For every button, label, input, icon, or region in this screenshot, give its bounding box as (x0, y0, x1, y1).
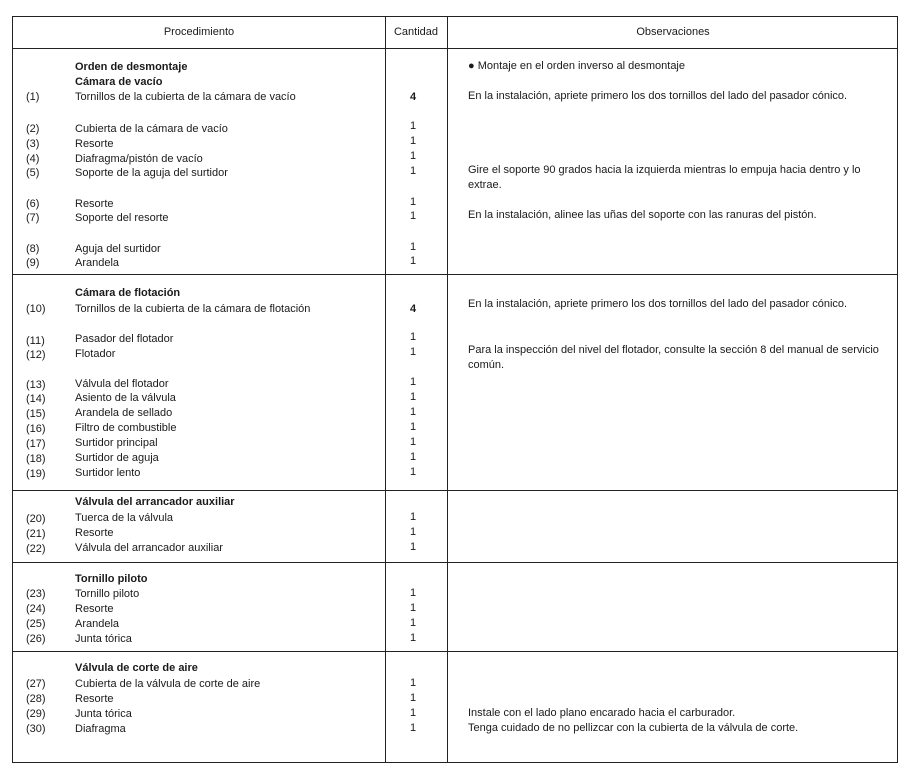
row-name: Filtro de combustible (75, 422, 177, 434)
row-name: Tornillos de la cubierta de la cámara de flotación (75, 303, 311, 315)
row-qty: 1 (409, 692, 417, 704)
header-quantity: Cantidad (393, 26, 439, 38)
row-qty: 1 (409, 677, 417, 689)
row-name: Arandela de sellado (75, 407, 173, 419)
row-qty: 1 (409, 120, 417, 132)
row-name: Surtidor principal (75, 437, 158, 449)
section-title: Válvula de corte de aire (75, 662, 198, 674)
row-qty: 1 (409, 165, 417, 177)
row-number: (17) (26, 438, 46, 450)
row-number: (13) (26, 379, 46, 391)
row-name: Soporte de la aguja del surtidor (75, 167, 228, 179)
row-qty: 1 (409, 135, 417, 147)
row-qty: 1 (409, 436, 417, 448)
row-name: Junta tórica (75, 633, 132, 645)
row-qty: 1 (409, 346, 417, 358)
row-qty: 1 (409, 391, 417, 403)
observation-note: En la instalación, alinee las uñas del soporte con las ranuras del pistón. (468, 209, 817, 221)
row-number: (6) (26, 198, 40, 210)
row-qty: 1 (409, 587, 417, 599)
row-number: (7) (26, 212, 40, 224)
row-number: (5) (26, 167, 40, 179)
observation-note: Tenga cuidado de no pellizcar con la cubierta de la válvula de corte. (468, 722, 799, 734)
row-qty: 1 (409, 376, 417, 388)
section-subtitle: Cámara de vacío (75, 76, 163, 88)
section-title: Cámara de flotación (75, 287, 181, 299)
row-name: Junta tórica (75, 708, 132, 720)
observation-note: En la instalación, apriete primero los dos tornillos del lado del pasador cónico. (468, 298, 848, 310)
row-number: (24) (26, 603, 46, 615)
row-qty: 1 (409, 406, 417, 418)
row-name: Tuerca de la válvula (75, 512, 174, 524)
observation-note: Instale con el lado plano encarado hacia el carburador. (468, 707, 736, 719)
row-number: (25) (26, 618, 46, 630)
row-number: (16) (26, 423, 46, 435)
row-number: (23) (26, 588, 46, 600)
row-qty: 1 (409, 451, 417, 463)
row-number: (9) (26, 257, 40, 269)
row-number: (11) (26, 335, 45, 347)
row-number: (12) (26, 349, 46, 361)
row-qty: 1 (409, 421, 417, 433)
row-qty: 1 (409, 210, 417, 222)
row-name: Asiento de la válvula (75, 392, 176, 404)
section-divider (13, 274, 897, 275)
row-name: Pasador del flotador (75, 333, 174, 345)
row-number: (20) (26, 513, 46, 525)
row-qty: 1 (409, 466, 417, 478)
row-number: (29) (26, 708, 46, 720)
row-number: (30) (26, 723, 46, 735)
row-qty: 1 (409, 255, 417, 267)
section-title: Orden de desmontaje (75, 61, 188, 73)
disassembly-table (12, 16, 898, 763)
row-name: Surtidor lento (75, 467, 141, 479)
row-qty: 4 (409, 91, 417, 103)
row-number: (22) (26, 543, 46, 555)
row-number: (26) (26, 633, 46, 645)
observation-note: Gire el soporte 90 grados hacia la izquierda mientras lo empuja hacia dentro y lo extrae. (468, 164, 861, 191)
row-name: Diafragma/pistón de vacío (75, 153, 203, 165)
section-divider (13, 651, 897, 652)
row-qty: 1 (409, 150, 417, 162)
row-name: Cubierta de la válvula de corte de aire (75, 678, 261, 690)
row-qty: 1 (409, 511, 417, 523)
row-name: Resorte (75, 603, 114, 615)
row-name: Resorte (75, 527, 114, 539)
row-number: (2) (26, 123, 40, 135)
row-number: (1) (26, 91, 40, 103)
row-qty: 4 (409, 303, 417, 315)
header-divider (13, 48, 897, 49)
row-qty: 1 (409, 632, 417, 644)
row-name: Soporte del resorte (75, 212, 169, 224)
row-number: (28) (26, 693, 46, 705)
row-name: Válvula del arrancador auxiliar (75, 542, 223, 554)
row-name: Diafragma (75, 723, 126, 735)
section-title: Tornillo piloto (75, 573, 148, 585)
row-number: (10) (26, 303, 46, 315)
row-qty: 1 (409, 526, 417, 538)
row-number: (19) (26, 468, 46, 480)
row-qty: 1 (409, 196, 417, 208)
observation-note: Para la inspección del nivel del flotador, consulte la sección 8 del manual de servicio común. (468, 344, 879, 371)
header-procedure: Procedimiento (163, 26, 235, 38)
row-name: Válvula del flotador (75, 378, 169, 390)
row-name: Tornillos de la cubierta de la cámara de vacío (75, 91, 296, 103)
section-divider (13, 490, 897, 491)
section-title: Válvula del arrancador auxiliar (75, 496, 235, 508)
row-number: (8) (26, 243, 40, 255)
row-name: Arandela (75, 257, 120, 269)
row-number: (15) (26, 408, 46, 420)
row-name: Resorte (75, 693, 114, 705)
row-qty: 1 (409, 707, 417, 719)
row-number: (14) (26, 393, 46, 405)
row-name: Resorte (75, 138, 114, 150)
row-name: Cubierta de la cámara de vacío (75, 123, 228, 135)
row-number: (21) (26, 528, 46, 540)
row-name: Resorte (75, 198, 114, 210)
row-name: Surtidor de aguja (75, 452, 159, 464)
row-qty: 1 (409, 617, 417, 629)
row-qty: 1 (409, 722, 417, 734)
header-observations: Observaciones (636, 26, 710, 38)
row-name: Aguja del surtidor (75, 243, 161, 255)
row-name: Tornillo piloto (75, 588, 140, 600)
row-qty: 1 (409, 241, 417, 253)
row-name: Arandela (75, 618, 120, 630)
observation-note: ● Montaje en el orden inverso al desmontaje (468, 60, 685, 72)
row-number: (4) (26, 153, 40, 165)
section-divider (13, 562, 897, 563)
row-name: Flotador (75, 348, 116, 360)
row-qty: 1 (409, 541, 417, 553)
row-qty: 1 (409, 331, 417, 343)
row-qty: 1 (409, 602, 417, 614)
row-number: (3) (26, 138, 40, 150)
row-number: (18) (26, 453, 46, 465)
row-number: (27) (26, 678, 46, 690)
observation-note: En la instalación, apriete primero los dos tornillos del lado del pasador cónico. (468, 90, 848, 102)
